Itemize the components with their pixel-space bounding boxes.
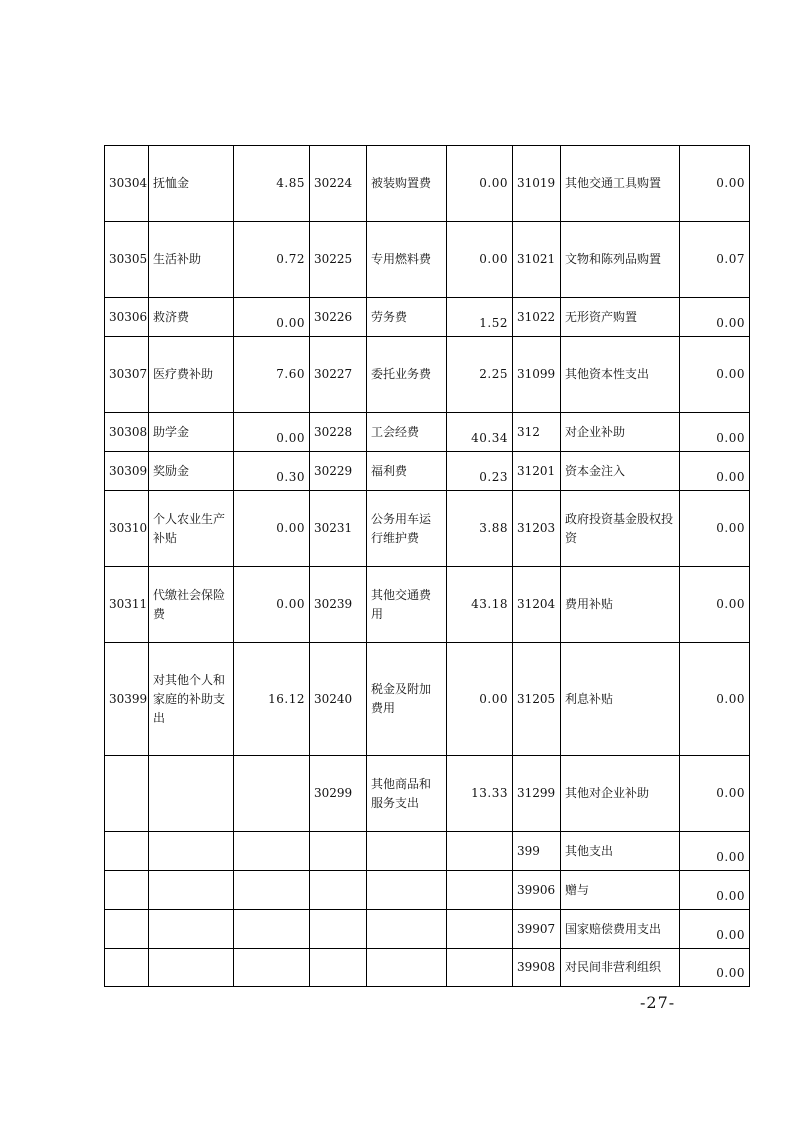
name-cell — [367, 910, 447, 949]
amount-cell: 0.72 — [234, 222, 310, 298]
amount-cell: 0.00 — [680, 949, 750, 987]
code-cell — [310, 949, 367, 987]
code-cell: 31203 — [513, 491, 561, 567]
amount-cell: 0.00 — [447, 222, 513, 298]
name-cell — [367, 832, 447, 871]
name-cell: 其他资本性支出 — [561, 337, 680, 413]
name-cell — [149, 910, 234, 949]
code-cell: 399 — [513, 832, 561, 871]
amount-cell: 0.30 — [234, 452, 310, 491]
code-cell — [105, 756, 149, 832]
code-cell: 312 — [513, 413, 561, 452]
code-cell: 31019 — [513, 146, 561, 222]
name-cell — [149, 756, 234, 832]
amount-cell — [234, 832, 310, 871]
code-cell: 31205 — [513, 643, 561, 756]
amount-cell: 0.00 — [234, 567, 310, 643]
name-cell — [149, 949, 234, 987]
page-number: -27- — [640, 993, 676, 1012]
amount-cell: 2.25 — [447, 337, 513, 413]
code-cell: 30309 — [105, 452, 149, 491]
name-cell: 专用燃料费 — [367, 222, 447, 298]
name-cell: 对其他个人和家庭的补助支出 — [149, 643, 234, 756]
name-cell: 政府投资基金股权投资 — [561, 491, 680, 567]
name-cell: 救济费 — [149, 298, 234, 337]
expenditure-table — [104, 145, 750, 987]
amount-cell: 0.00 — [680, 871, 750, 910]
amount-cell: 16.12 — [234, 643, 310, 756]
name-cell — [149, 832, 234, 871]
amount-cell: 0.00 — [680, 832, 750, 871]
amount-cell: 0.07 — [680, 222, 750, 298]
table-row — [105, 567, 750, 643]
name-cell: 文物和陈列品购置 — [561, 222, 680, 298]
name-cell: 助学金 — [149, 413, 234, 452]
code-cell: 30227 — [310, 337, 367, 413]
name-cell: 对民间非营利组织 — [561, 949, 680, 987]
code-cell: 30228 — [310, 413, 367, 452]
table-row — [105, 413, 750, 452]
name-cell: 福利费 — [367, 452, 447, 491]
amount-cell: 0.00 — [680, 643, 750, 756]
name-cell: 其他交通费用 — [367, 567, 447, 643]
amount-cell: 13.33 — [447, 756, 513, 832]
amount-cell: 0.00 — [680, 413, 750, 452]
code-cell: 30399 — [105, 643, 149, 756]
table-row — [105, 643, 750, 756]
name-cell: 代缴社会保险费 — [149, 567, 234, 643]
code-cell — [105, 871, 149, 910]
code-cell: 31099 — [513, 337, 561, 413]
name-cell: 委托业务费 — [367, 337, 447, 413]
amount-cell: 0.00 — [680, 337, 750, 413]
amount-cell — [447, 871, 513, 910]
name-cell: 医疗费补助 — [149, 337, 234, 413]
name-cell — [149, 871, 234, 910]
name-cell: 个人农业生产补贴 — [149, 491, 234, 567]
amount-cell: 0.00 — [680, 756, 750, 832]
amount-cell: 3.88 — [447, 491, 513, 567]
code-cell: 30304 — [105, 146, 149, 222]
amount-cell: 0.00 — [447, 146, 513, 222]
code-cell: 39907 — [513, 910, 561, 949]
code-cell: 31204 — [513, 567, 561, 643]
name-cell: 赠与 — [561, 871, 680, 910]
code-cell: 30311 — [105, 567, 149, 643]
code-cell: 30240 — [310, 643, 367, 756]
table-row — [105, 298, 750, 337]
code-cell — [310, 871, 367, 910]
code-cell: 31022 — [513, 298, 561, 337]
table-row — [105, 756, 750, 832]
name-cell: 抚恤金 — [149, 146, 234, 222]
code-cell: 39906 — [513, 871, 561, 910]
table-row — [105, 452, 750, 491]
code-cell: 30239 — [310, 567, 367, 643]
table-row — [105, 146, 750, 222]
name-cell: 资本金注入 — [561, 452, 680, 491]
name-cell: 生活补助 — [149, 222, 234, 298]
amount-cell: 0.23 — [447, 452, 513, 491]
amount-cell: 0.00 — [680, 910, 750, 949]
code-cell: 30299 — [310, 756, 367, 832]
code-cell: 30231 — [310, 491, 367, 567]
code-cell: 30225 — [310, 222, 367, 298]
amount-cell: 1.52 — [447, 298, 513, 337]
name-cell: 劳务费 — [367, 298, 447, 337]
amount-cell: 0.00 — [680, 298, 750, 337]
name-cell: 其他对企业补助 — [561, 756, 680, 832]
name-cell: 其他支出 — [561, 832, 680, 871]
amount-cell: 0.00 — [234, 298, 310, 337]
name-cell: 税金及附加费用 — [367, 643, 447, 756]
amount-cell: 0.00 — [447, 643, 513, 756]
table-row — [105, 871, 750, 910]
name-cell — [367, 871, 447, 910]
code-cell — [105, 832, 149, 871]
code-cell: 30305 — [105, 222, 149, 298]
amount-cell: 0.00 — [234, 413, 310, 452]
table-row — [105, 337, 750, 413]
amount-cell: 0.00 — [680, 452, 750, 491]
code-cell: 30307 — [105, 337, 149, 413]
amount-cell — [234, 756, 310, 832]
name-cell: 奖励金 — [149, 452, 234, 491]
table-row — [105, 491, 750, 567]
name-cell: 其他商品和服务支出 — [367, 756, 447, 832]
code-cell: 31299 — [513, 756, 561, 832]
amount-cell — [234, 949, 310, 987]
code-cell: 30310 — [105, 491, 149, 567]
table-row — [105, 910, 750, 949]
code-cell: 30306 — [105, 298, 149, 337]
amount-cell — [447, 910, 513, 949]
amount-cell — [447, 832, 513, 871]
amount-cell: 40.34 — [447, 413, 513, 452]
code-cell: 39908 — [513, 949, 561, 987]
name-cell: 公务用车运行维护费 — [367, 491, 447, 567]
table-row — [105, 832, 750, 871]
amount-cell: 43.18 — [447, 567, 513, 643]
name-cell: 工会经费 — [367, 413, 447, 452]
name-cell: 国家赔偿费用支出 — [561, 910, 680, 949]
code-cell: 30226 — [310, 298, 367, 337]
code-cell: 30308 — [105, 413, 149, 452]
amount-cell: 0.00 — [234, 491, 310, 567]
name-cell: 无形资产购置 — [561, 298, 680, 337]
name-cell: 其他交通工具购置 — [561, 146, 680, 222]
code-cell — [105, 949, 149, 987]
amount-cell: 4.85 — [234, 146, 310, 222]
name-cell: 利息补贴 — [561, 643, 680, 756]
amount-cell — [447, 949, 513, 987]
amount-cell: 0.00 — [680, 567, 750, 643]
amount-cell: 0.00 — [680, 146, 750, 222]
code-cell: 30224 — [310, 146, 367, 222]
amount-cell — [234, 910, 310, 949]
code-cell — [310, 910, 367, 949]
code-cell: 31201 — [513, 452, 561, 491]
name-cell: 对企业补助 — [561, 413, 680, 452]
code-cell: 30229 — [310, 452, 367, 491]
table-row — [105, 222, 750, 298]
code-cell: 31021 — [513, 222, 561, 298]
amount-cell — [234, 871, 310, 910]
code-cell — [310, 832, 367, 871]
amount-cell: 7.60 — [234, 337, 310, 413]
code-cell — [105, 910, 149, 949]
name-cell — [367, 949, 447, 987]
name-cell: 费用补贴 — [561, 567, 680, 643]
amount-cell: 0.00 — [680, 491, 750, 567]
table-row — [105, 949, 750, 987]
name-cell: 被装购置费 — [367, 146, 447, 222]
